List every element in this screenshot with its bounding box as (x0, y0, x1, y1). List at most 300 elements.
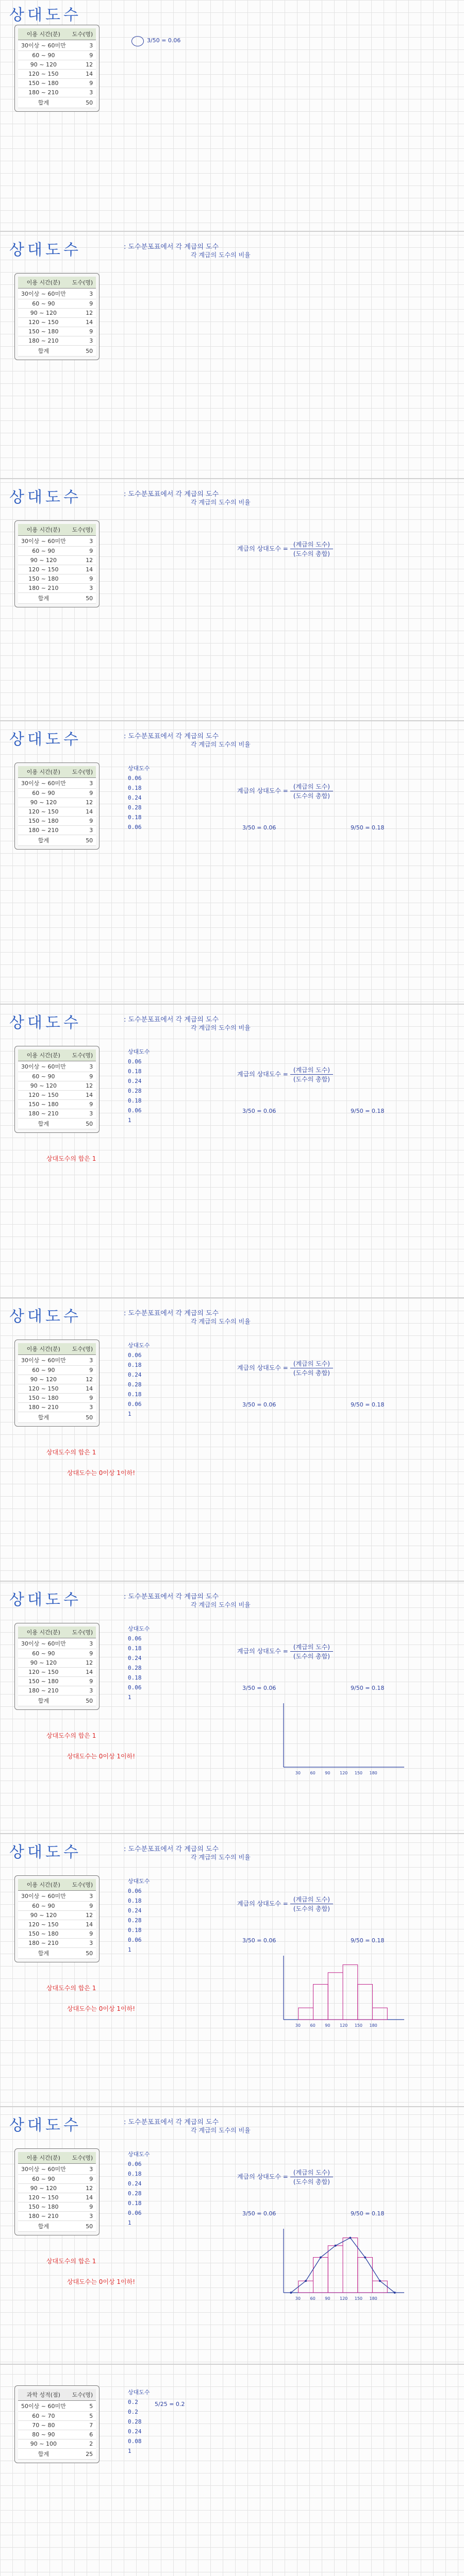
x-tick-label: 30 (295, 1771, 301, 1775)
class-interval-cell: 30이상 ~ 60미만 (18, 40, 69, 51)
frequency-cell: 3 (69, 1939, 96, 1948)
class-interval-cell: 90 ~ 120 (18, 556, 69, 565)
frequency-cell: 3 (69, 1355, 96, 1366)
table-row (18, 1929, 96, 1939)
formula-denominator: (도수의 총합) (293, 792, 330, 800)
relative-frequency-chart (273, 2226, 407, 2303)
relative-frequency-value: 0.24 (128, 1078, 142, 1084)
lesson-subtitle-continued: 각 계급의 도수의 비율 (191, 1601, 251, 1608)
lesson-title: 상대도수 (9, 6, 81, 24)
relative-frequency-value: 0.06 (128, 2210, 142, 2216)
relative-frequency-value: 0.06 (128, 1058, 142, 1065)
class-interval-cell: 90 ~ 120 (18, 60, 69, 70)
class-interval-cell: 150 ~ 180 (18, 2202, 69, 2212)
table-total-row (18, 1118, 96, 1129)
table-header-cell: 이용 시간(분) (18, 766, 69, 778)
table-row (18, 1109, 96, 1118)
table-row (18, 807, 96, 817)
relative-frequency-value: 0.18 (128, 1362, 142, 1368)
frequency-table-box (14, 520, 100, 607)
x-tick-label: 150 (354, 2296, 363, 2301)
histogram-bar (328, 2246, 343, 2293)
lesson-subtitle: : 도수분포표에서 각 계급의 도수 (124, 1310, 219, 1317)
polygon-point (305, 2280, 307, 2282)
lesson-subtitle-continued: 각 계급의 도수의 비율 (191, 251, 251, 259)
table-row (18, 2175, 96, 2184)
relative-frequency-value: 0.08 (128, 2438, 142, 2445)
relative-frequency-header: 상대도수 (128, 1342, 150, 1349)
frequency-table-box (14, 25, 100, 112)
class-interval-cell: 120 ~ 150 (18, 565, 69, 574)
table-header-cell: 도수(명) (69, 1879, 96, 1891)
x-tick-label: 120 (340, 1771, 348, 1775)
table-row (18, 2164, 96, 2175)
total-label-cell: 합계 (18, 346, 69, 357)
table-row (18, 299, 96, 309)
relative-frequency-value: 0.28 (128, 1917, 142, 1924)
x-tick-label: 180 (369, 2296, 377, 2301)
class-interval-cell: 180 ~ 210 (18, 2212, 69, 2221)
class-interval-cell: 120 ~ 150 (18, 1384, 69, 1394)
example-calc-1: 3/50 = 0.06 (242, 2210, 276, 2217)
frequency-cell: 12 (69, 798, 96, 807)
table-header-row (18, 524, 96, 536)
lesson-panel-2 (0, 232, 464, 479)
relative-frequency-value: 0.28 (128, 1381, 142, 1388)
lesson-subtitle-continued: 각 계급의 도수의 비율 (191, 1854, 251, 1861)
class-interval-cell: 150 ~ 180 (18, 1394, 69, 1403)
class-interval-cell: 30이상 ~ 60미만 (18, 2164, 69, 2175)
lesson-subtitle-continued: 각 계급의 도수의 비율 (191, 741, 251, 748)
table-row (18, 1677, 96, 1686)
class-interval-cell: 120 ~ 150 (18, 70, 69, 79)
relative-frequency-value: 0.2 (128, 2409, 138, 2415)
frequency-cell: 3 (69, 1638, 96, 1649)
relative-frequency-formula (237, 1359, 335, 1377)
histogram-bar (299, 2008, 313, 2020)
table-row (18, 2202, 96, 2212)
histogram-bar (313, 2258, 328, 2293)
table-header-cell: 이용 시간(분) (18, 524, 69, 536)
table-row (18, 1891, 96, 1902)
class-interval-cell: 90 ~ 120 (18, 2184, 69, 2193)
class-interval-cell: 90 ~ 120 (18, 1375, 69, 1384)
class-interval-cell: 180 ~ 210 (18, 826, 69, 835)
table-total-row (18, 1412, 96, 1423)
formula-numerator: (계급의 도수) (290, 1895, 333, 1904)
table-row (18, 2184, 96, 2193)
relative-frequency-value: 0.18 (128, 814, 142, 821)
example-calc-2: 9/50 = 0.18 (351, 2210, 385, 2217)
formula-fraction (290, 540, 333, 558)
lesson-panel-3 (0, 479, 464, 721)
table-row (18, 1394, 96, 1403)
total-label-cell: 합계 (18, 1696, 69, 1706)
relative-frequency-total: 1 (128, 2219, 131, 2226)
formula-numerator: (계급의 도수) (290, 1642, 333, 1652)
frequency-cell: 9 (69, 1902, 96, 1911)
polygon-point (290, 2292, 292, 2294)
frequency-cell: 9 (69, 1100, 96, 1109)
table-row (18, 1911, 96, 1920)
note-sum-is-one: 상대도수의 합은 1 (46, 1985, 96, 1992)
frequency-cell: 14 (69, 1384, 96, 1394)
frequency-cell: 6 (69, 2430, 96, 2439)
relative-frequency-formula (237, 1065, 335, 1083)
table-row (18, 318, 96, 327)
table-row (18, 40, 96, 51)
note-sum-is-one: 상대도수의 합은 1 (46, 2258, 96, 2265)
frequency-cell: 12 (69, 2184, 96, 2193)
total-value-cell: 50 (69, 346, 96, 357)
lesson-subtitle: : 도수분포표에서 각 계급의 도수 (124, 1016, 219, 1024)
frequency-cell: 3 (69, 1686, 96, 1696)
polygon-point (349, 2237, 351, 2239)
table-row (18, 1686, 96, 1696)
table-row (18, 565, 96, 574)
frequency-cell: 9 (69, 817, 96, 826)
table-row (18, 1366, 96, 1375)
formula-label: 계급의 상대도수 = (237, 1364, 288, 1371)
frequency-cell: 9 (69, 1366, 96, 1375)
class-interval-cell: 120 ~ 150 (18, 2193, 69, 2202)
relative-frequency-value: 0.28 (128, 1088, 142, 1094)
frequency-cell: 9 (69, 1394, 96, 1403)
formula-label: 계급의 상대도수 = (237, 2173, 288, 2180)
frequency-cell: 9 (69, 79, 96, 88)
class-interval-cell: 150 ~ 180 (18, 1929, 69, 1939)
frequency-cell: 9 (69, 789, 96, 798)
formula-fraction (290, 1065, 333, 1083)
class-interval-cell: 150 ~ 180 (18, 574, 69, 584)
class-interval-cell: 150 ~ 180 (18, 1100, 69, 1109)
formula-numerator: (계급의 도수) (290, 1359, 333, 1368)
frequency-cell: 7 (69, 2421, 96, 2430)
relative-frequency-value: 0.18 (128, 785, 142, 791)
table-row (18, 1355, 96, 1366)
histogram-bar (358, 2258, 373, 2293)
table-row (18, 1649, 96, 1658)
x-tick-label: 90 (325, 2296, 330, 2301)
frequency-cell: 3 (69, 2212, 96, 2221)
total-label-cell: 합계 (18, 2221, 69, 2232)
class-interval-cell: 120 ~ 150 (18, 1668, 69, 1677)
table-header-cell: 이용 시간(분) (18, 28, 69, 40)
relative-frequency-value: 0.28 (128, 804, 142, 811)
table-header-row (18, 28, 96, 40)
relative-frequency-column (128, 1047, 150, 1125)
relative-frequency-value: 0.18 (128, 1927, 142, 1934)
class-interval-cell: 60 ~ 90 (18, 2175, 69, 2184)
table-total-row (18, 835, 96, 846)
formula-fraction (290, 2168, 333, 2186)
table-row (18, 2430, 96, 2439)
table-header-cell: 도수(명) (69, 1626, 96, 1638)
relative-frequency-value: 0.18 (128, 1897, 142, 1904)
table-row (18, 1100, 96, 1109)
class-interval-cell: 150 ~ 180 (18, 1677, 69, 1686)
example-calc-1: 3/50 = 0.06 (242, 1937, 276, 1944)
frequency-cell: 2 (69, 2439, 96, 2449)
frequency-table (18, 2152, 96, 2232)
histogram-bar (343, 1965, 358, 2020)
table-row (18, 584, 96, 593)
formula-label: 계급의 상대도수 = (237, 1071, 288, 1078)
table-row (18, 536, 96, 547)
lesson-subtitle: : 도수분포표에서 각 계급의 도수 (124, 1593, 219, 1601)
class-interval-cell: 180 ~ 210 (18, 88, 69, 97)
frequency-cell: 3 (69, 1061, 96, 1072)
relative-frequency-column (128, 2149, 150, 2228)
class-interval-cell: 50이상 ~ 60미만 (18, 2401, 69, 2412)
table-row (18, 1403, 96, 1412)
table-header-cell: 이용 시간(분) (18, 1343, 69, 1355)
total-value-cell: 50 (69, 1948, 96, 1959)
x-tick-label: 180 (369, 1771, 377, 1775)
relative-frequency-value: 0.24 (128, 2428, 142, 2435)
frequency-cell: 3 (69, 1891, 96, 1902)
table-header-cell: 도수(명) (69, 2152, 96, 2164)
relative-frequency-total: 1 (128, 2448, 131, 2454)
relative-frequency-value: 0.18 (128, 2200, 142, 2207)
total-label-cell: 합계 (18, 97, 69, 108)
relative-frequency-value: 0.06 (128, 1401, 142, 1408)
table-header-cell: 도수(명) (69, 277, 96, 289)
total-value-cell: 50 (69, 835, 96, 846)
total-label-cell: 합계 (18, 1412, 69, 1423)
frequency-cell: 14 (69, 565, 96, 574)
class-interval-cell: 70 ~ 80 (18, 2421, 69, 2430)
frequency-cell: 9 (69, 1929, 96, 1939)
table-total-row (18, 2449, 96, 2460)
relative-frequency-value: 0.06 (128, 1107, 142, 1114)
class-interval-cell: 60 ~ 90 (18, 1072, 69, 1081)
frequency-cell: 9 (69, 1677, 96, 1686)
lesson-title: 상대도수 (9, 1843, 81, 1861)
lesson-panel-8 (0, 1834, 464, 2107)
relative-frequency-value: 0.18 (128, 1391, 142, 1398)
frequency-cell: 14 (69, 318, 96, 327)
relative-frequency-value: 0.28 (128, 2190, 142, 2197)
example-calc-2: 9/50 = 0.18 (351, 1937, 385, 1944)
formula-fraction (290, 782, 333, 800)
table-row (18, 1072, 96, 1081)
x-tick-label: 150 (354, 1771, 363, 1775)
x-tick-label: 180 (369, 2023, 377, 2028)
frequency-cell: 3 (69, 1109, 96, 1118)
relative-frequency-formula (237, 2168, 335, 2186)
total-value-cell: 50 (69, 1412, 96, 1423)
relative-frequency-chart (273, 1700, 407, 1777)
frequency-table-box (14, 1623, 100, 1710)
histogram-bar (313, 1985, 328, 2020)
formula-denominator: (도수의 총합) (293, 1653, 330, 1660)
table-row (18, 309, 96, 318)
relative-frequency-column (128, 2387, 150, 2456)
note-sum-is-one: 상대도수의 합은 1 (46, 1155, 96, 1162)
table-header-cell: 도수(명) (69, 524, 96, 536)
class-interval-cell: 120 ~ 150 (18, 318, 69, 327)
class-interval-cell: 120 ~ 150 (18, 1920, 69, 1929)
frequency-table (18, 277, 96, 357)
table-row (18, 2401, 96, 2412)
relative-frequency-value: 0.18 (128, 1097, 142, 1104)
x-tick-label: 30 (295, 2023, 301, 2028)
table-total-row (18, 593, 96, 604)
frequency-cell: 9 (69, 327, 96, 336)
formula-numerator: (계급의 도수) (290, 540, 333, 549)
table-row (18, 60, 96, 70)
class-interval-cell: 90 ~ 120 (18, 798, 69, 807)
formula-denominator: (도수의 총합) (293, 1905, 330, 1912)
table-row (18, 1081, 96, 1091)
relative-frequency-header: 상대도수 (128, 1878, 150, 1885)
example-calc-2: 9/50 = 0.18 (351, 1108, 385, 1114)
histogram-bar (328, 1973, 343, 2020)
frequency-cell: 14 (69, 1668, 96, 1677)
relative-frequency-value: 0.2 (128, 2399, 138, 2405)
frequency-cell: 3 (69, 778, 96, 789)
frequency-table (18, 1049, 96, 1129)
histogram-bar (299, 2281, 313, 2293)
relative-frequency-total: 1 (128, 1117, 131, 1124)
table-header-row (18, 1343, 96, 1355)
class-interval-cell: 180 ~ 210 (18, 1939, 69, 1948)
histogram-bar (373, 2281, 388, 2293)
frequency-cell: 14 (69, 70, 96, 79)
table-header-cell: 도수(명) (69, 2389, 96, 2401)
formula-denominator: (도수의 총합) (293, 2178, 330, 2185)
class-interval-cell: 60 ~ 90 (18, 1902, 69, 1911)
frequency-table-box (14, 1340, 100, 1427)
frequency-cell: 9 (69, 1072, 96, 1081)
relative-frequency-value: 0.24 (128, 2180, 142, 2187)
class-interval-cell: 60 ~ 90 (18, 51, 69, 60)
lesson-subtitle: : 도수분포표에서 각 계급의 도수 (124, 490, 219, 498)
class-interval-cell: 60 ~ 90 (18, 547, 69, 556)
relative-frequency-value: 0.18 (128, 2171, 142, 2177)
frequency-cell: 12 (69, 309, 96, 318)
frequency-table-box (14, 1046, 100, 1133)
lesson-panel-7 (0, 1582, 464, 1834)
table-header-cell: 이용 시간(분) (18, 2152, 69, 2164)
relative-frequency-header: 상대도수 (128, 2151, 150, 2158)
class-interval-cell: 180 ~ 210 (18, 584, 69, 593)
frequency-cell: 3 (69, 826, 96, 835)
table-row (18, 2439, 96, 2449)
table-total-row (18, 2221, 96, 2232)
frequency-cell: 3 (69, 336, 96, 346)
frequency-cell: 14 (69, 807, 96, 817)
frequency-cell: 5 (69, 2401, 96, 2412)
table-header-cell: 이용 시간(분) (18, 1879, 69, 1891)
class-interval-cell: 60 ~ 90 (18, 299, 69, 309)
table-row (18, 327, 96, 336)
frequency-table-box (14, 2385, 100, 2463)
total-value-cell: 50 (69, 1118, 96, 1129)
frequency-cell: 3 (69, 289, 96, 299)
table-total-row (18, 1696, 96, 1706)
lesson-subtitle: : 도수분포표에서 각 계급의 도수 (124, 2119, 219, 2126)
class-interval-cell: 180 ~ 210 (18, 1109, 69, 1118)
frequency-cell: 14 (69, 1091, 96, 1100)
x-tick-label: 60 (310, 1771, 316, 1775)
lesson-subtitle-continued: 각 계급의 도수의 비율 (191, 1318, 251, 1325)
formula-label: 계급의 상대도수 = (237, 545, 288, 552)
example-calc-1: 3/50 = 0.06 (242, 1401, 276, 1408)
class-interval-cell: 90 ~ 120 (18, 309, 69, 318)
table-row (18, 1375, 96, 1384)
lesson-title: 상대도수 (9, 1308, 81, 1326)
frequency-table (18, 28, 96, 108)
relative-frequency-value: 0.06 (128, 775, 142, 782)
relative-frequency-value: 0.06 (128, 1937, 142, 1943)
total-label-cell: 합계 (18, 1118, 69, 1129)
frequency-cell: 9 (69, 574, 96, 584)
lesson-subtitle: : 도수분포표에서 각 계급의 도수 (124, 1845, 219, 1853)
class-interval-cell: 120 ~ 150 (18, 807, 69, 817)
relative-frequency-formula (237, 1895, 335, 1913)
formula-fraction (290, 1895, 333, 1913)
table-row (18, 1384, 96, 1394)
frequency-cell: 12 (69, 1081, 96, 1091)
lesson-subtitle-continued: 각 계급의 도수의 비율 (191, 1024, 251, 1031)
table-row (18, 1638, 96, 1649)
relative-frequency-value: 0.24 (128, 1907, 142, 1914)
total-value-cell: 50 (69, 593, 96, 604)
relative-frequency-value: 0.18 (128, 1068, 142, 1075)
frequency-cell: 3 (69, 88, 96, 97)
formula-fraction (290, 1642, 333, 1660)
histogram-bar (373, 2008, 388, 2020)
lesson-panel-4 (0, 721, 464, 1005)
note-range: 상대도수는 0이상 1이하! (67, 2005, 136, 2012)
class-interval-cell: 30이상 ~ 60미만 (18, 1061, 69, 1072)
frequency-cell: 9 (69, 2202, 96, 2212)
polygon-point (335, 2245, 337, 2247)
polygon-point (379, 2280, 381, 2282)
frequency-table-box (14, 762, 100, 850)
relative-frequency-column (128, 1624, 150, 1702)
table-row (18, 289, 96, 299)
lesson-panel-1 (0, 0, 464, 232)
example-fraction-2: 5/25 = 0.2 (155, 2401, 185, 2408)
class-interval-cell: 90 ~ 120 (18, 1911, 69, 1920)
note-sum-is-one: 상대도수의 합은 1 (46, 1732, 96, 1739)
class-interval-cell: 30이상 ~ 60미만 (18, 289, 69, 299)
relative-frequency-column (128, 1341, 150, 1419)
total-label-cell: 합계 (18, 593, 69, 604)
table-header-cell: 도수(명) (69, 28, 96, 40)
table-header-cell: 이용 시간(분) (18, 1049, 69, 1061)
table-row (18, 2421, 96, 2430)
table-total-row (18, 346, 96, 357)
relative-frequency-column (128, 764, 150, 832)
x-tick-label: 60 (310, 2296, 316, 2301)
frequency-cell: 9 (69, 299, 96, 309)
table-row (18, 1658, 96, 1668)
table-header-cell: 이용 시간(분) (18, 1626, 69, 1638)
lesson-subtitle: : 도수분포표에서 각 계급의 도수 (124, 733, 219, 740)
relative-frequency-header: 상대도수 (128, 2389, 150, 2396)
x-tick-label: 30 (295, 2296, 301, 2301)
table-row (18, 817, 96, 826)
class-interval-cell: 60 ~ 90 (18, 1366, 69, 1375)
relative-frequency-value: 0.18 (128, 1674, 142, 1681)
table-header-row (18, 1879, 96, 1891)
formula-denominator: (도수의 총합) (293, 1076, 330, 1083)
total-value-cell: 50 (69, 1696, 96, 1706)
